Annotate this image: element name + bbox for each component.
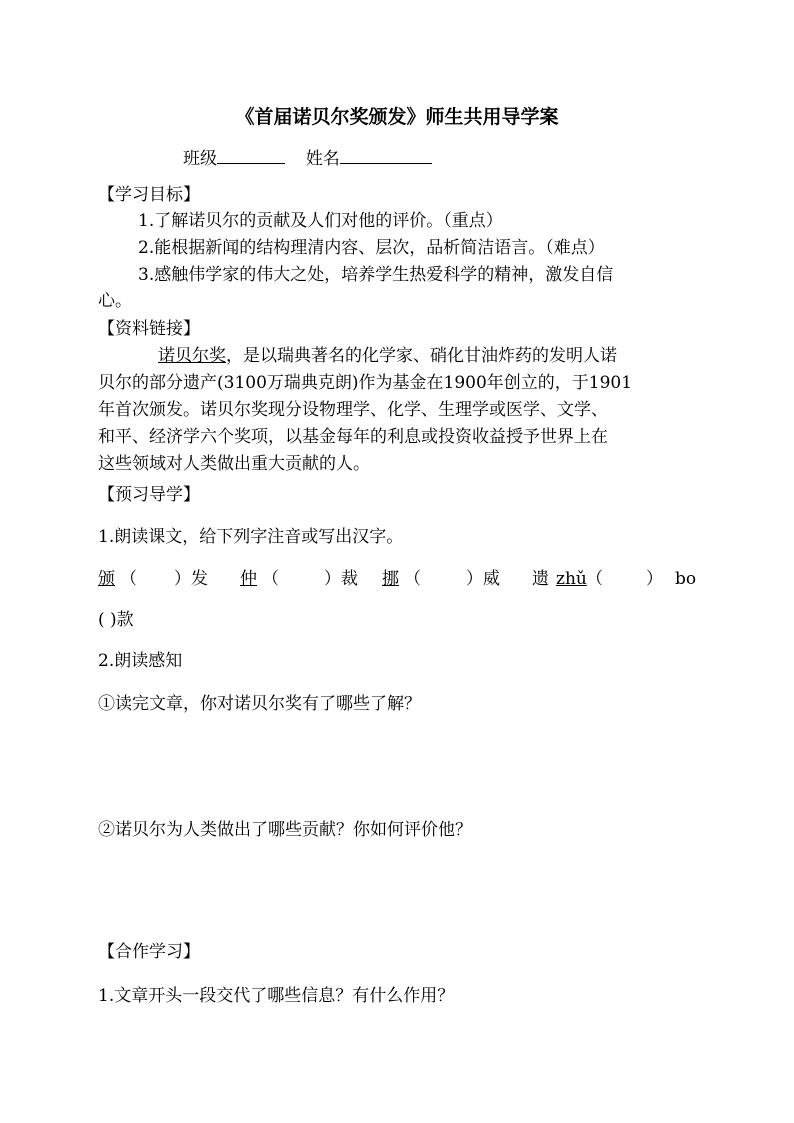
class-blank[interactable] bbox=[217, 146, 285, 164]
goal-item-2: 2.能根据新闻的结构理清内容、层次，品析简洁语言。（难点） bbox=[138, 238, 605, 258]
resources-line-1: 诺贝尔奖，是以瑞典著名的化学家、硝化甘油炸药的发明人诺 bbox=[158, 346, 617, 366]
preview-question-2b: ②诺贝尔为人类做出了哪些贡献？你如何评价他？ bbox=[98, 820, 472, 840]
pinyin-zhu: zhǔ bbox=[556, 569, 587, 589]
coop-question-1: 1.文章开头一段交代了哪些信息？有什么作用？ bbox=[98, 986, 455, 1006]
resources-line-5: 这些领域对人类做出重大贡献的人。 bbox=[98, 454, 370, 474]
nobel-prize-term: 诺贝尔奖 bbox=[158, 346, 226, 366]
resources-line-2: 贝尔的部分遗产(3100万瑞典克朗)作为基金在1900年创立的，于1901 bbox=[98, 373, 633, 393]
worksheet-page: 《首届诺贝尔奖颁发》师生共用导学案 班级 姓名 【学习目标】 1.了解诺贝尔的贡献及人们对他的评价。（重点） 2.能根据新闻的结构理清内容、层次，品析简洁语言。（难点） 3.感触伟学家的伟大之处，培养学生热爱科学的精神，激发自信 心。 【资料链接】 诺贝尔奖，是以瑞典著名的化学家、硝化甘油炸药的发明人诺 贝尔的部分遗产(3100万瑞典克朗)作为基金在1900年创立的，于1901 年首次颁发。诺贝尔奖现分设物理学、化学、生理学或医学、文学、 和平、经济学六个奖项，以基金每年的利息或投资收益授予世界上在 这些领域对人类做出重大贡献的人。 【预习导学】 1.朗读课文，给下列字注音或写出汉字。 颁 （ ）发 仲 （ ）裁 挪 （ ）威 遗 zhǔ （ ） bo ( )款 2.朗读感知 ①读完文章，你对诺贝尔奖有了哪些了解？ ②诺贝尔为人类做出了哪些贡献？你如何评价他？ 【合作学习】 1.文章开头一段交代了哪些信息？有什么作用？ bbox=[0, 0, 794, 1123]
char-nuo: 挪 bbox=[382, 569, 399, 589]
goal-item-3: 3.感触伟学家的伟大之处，培养学生热爱科学的精神，激发自信 bbox=[138, 265, 614, 285]
pinyin-exercise-row-2: ( )款 bbox=[98, 610, 134, 630]
preview-question-2a: ①读完文章，你对诺贝尔奖有了哪些了解？ bbox=[98, 694, 421, 714]
goal-item-3-cont: 心。 bbox=[98, 291, 132, 311]
resources-line-4: 和平、经济学六个奖项，以基金每年的利息或投资收益授予世界上在 bbox=[98, 427, 608, 447]
char-zhong: 仲 bbox=[240, 569, 257, 589]
coop-heading: 【合作学习】 bbox=[98, 942, 200, 962]
class-name-line bbox=[183, 146, 432, 172]
class-label: 班级 bbox=[183, 149, 217, 169]
page-title: 《首届诺贝尔奖颁发》师生共用导学案 bbox=[235, 106, 559, 128]
preview-question-1: 1.朗读课文，给下列字注音或写出汉字。 bbox=[98, 527, 404, 547]
name-label: 姓名 bbox=[305, 149, 340, 169]
char-ban: 颁 bbox=[98, 569, 115, 589]
resources-line-3: 年首次颁发。诺贝尔奖现分设物理学、化学、生理学或医学、文学、 bbox=[98, 400, 608, 420]
preview-question-2: 2.朗读感知 bbox=[98, 651, 183, 671]
pinyin-bo: bo bbox=[675, 569, 697, 589]
preview-heading: 【预习导学】 bbox=[98, 485, 200, 505]
name-blank[interactable] bbox=[340, 146, 432, 164]
resources-heading: 【资料链接】 bbox=[98, 319, 200, 339]
goal-item-1: 1.了解诺贝尔的贡献及人们对他的评价。（重点） bbox=[138, 211, 503, 231]
goals-heading: 【学习目标】 bbox=[98, 185, 200, 205]
